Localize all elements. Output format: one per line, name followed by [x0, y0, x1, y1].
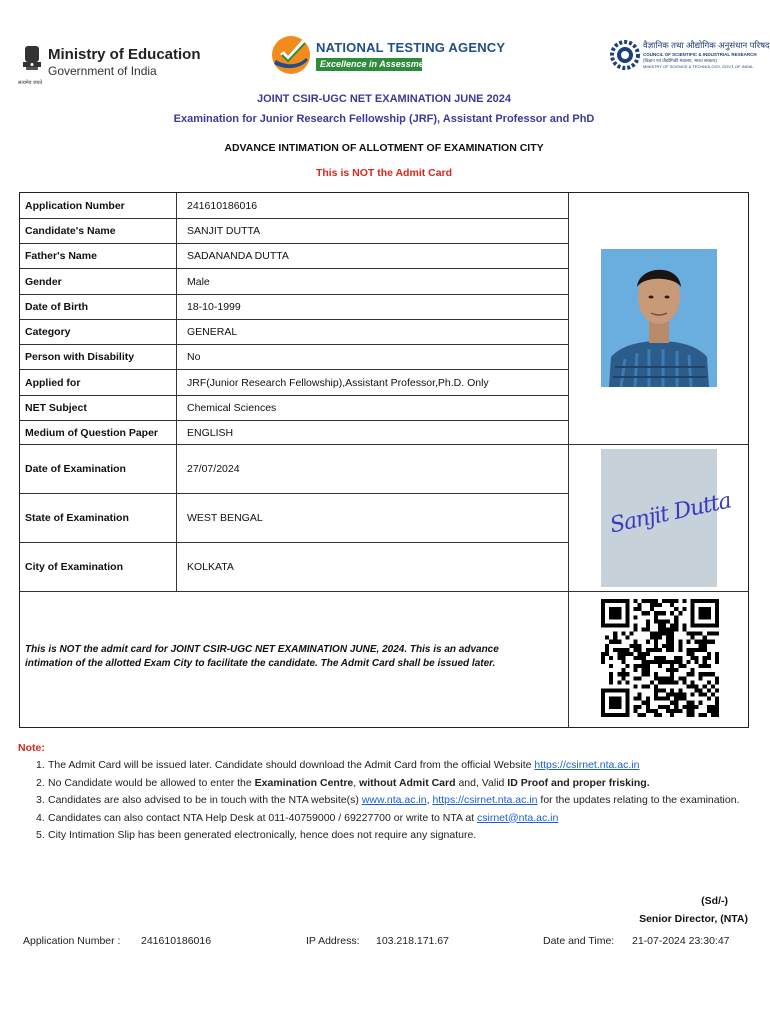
csirnet-link[interactable]: https://csirnet.nta.ac.in	[534, 759, 640, 771]
exam-subtitle: Examination for Junior Research Fellowship (JRF), Assistant Professor and PhD	[173, 113, 595, 125]
csir-english-name: COUNCIL OF SCIENTIFIC & INDUSTRIAL RESEARCH	[643, 52, 757, 57]
table-row	[20, 219, 569, 244]
list-item: 2. No Candidate would be allowed to enter the Examination Centre, without Admit Card and, Valid ID Proof and proper frisking.	[36, 776, 650, 789]
list-item: 3. Candidates are also advised to be in touch with the NTA website(s) www.nta.ac.in, https://csirnet.nta.ac.in for the updates relating to the examination.	[36, 794, 740, 806]
csir-hindi-name: वैज्ञानिक तथा औद्योगिक अनुसंधान परिषद	[643, 40, 770, 50]
ministry-title: Ministry of Education	[48, 46, 201, 63]
qr-finder-pattern	[601, 689, 629, 717]
row-value: KOLKATA	[187, 561, 234, 573]
table-row	[20, 193, 569, 219]
row-value: Male	[187, 275, 210, 288]
table-row	[20, 421, 569, 445]
row-label: Gender	[20, 269, 177, 294]
exam-title: JOINT CSIR-UGC NET EXAMINATION JUNE 2024	[256, 93, 512, 105]
row-value: SADANANDA DUTTA	[187, 250, 289, 262]
ministry-subtitle: Government of India	[48, 64, 157, 78]
footer-ip-label: IP Address:	[306, 935, 360, 947]
row-label: Category	[20, 320, 177, 344]
row-label: Medium of Question Paper	[20, 421, 177, 444]
row-label: City of Examination	[20, 543, 177, 591]
row-label: Date of Examination	[20, 445, 177, 493]
nta-website-link[interactable]: www.nta.ac.in	[361, 794, 427, 806]
row-value: Chemical Sciences	[187, 402, 277, 414]
note-text: and, Valid	[455, 776, 508, 789]
row-value: JRF(Junior Research Fellowship),Assistant Professor,Ph.D. Only	[187, 376, 489, 389]
emblem-caption: सत्यमेव जयते	[18, 80, 43, 86]
row-value: No	[187, 351, 201, 363]
email-link[interactable]: csirnet@nta.ac.in	[477, 811, 559, 824]
nta-tagline: Excellence in Assessment	[316, 58, 422, 71]
table-row	[20, 396, 569, 421]
row-label: Applied for	[20, 370, 177, 395]
list-item: 4. Candidates can also contact NTA Help Desk at 011-40759000 / 69227700 or write to NTA at csirnet@nta.ac.in	[36, 811, 559, 824]
note-text: No Candidate would be allowed to enter the	[48, 776, 255, 789]
note-text: Candidates can also contact NTA Help Desk at 011-40759000 / 69227700 or write to NTA at	[48, 811, 478, 824]
note-text: The Admit Card will be issued later. Candidate should download the Admit Card from the official Website	[48, 759, 535, 771]
nta-logo	[268, 32, 508, 82]
note-text: ,	[353, 776, 360, 789]
footer-datetime-label: Date and Time:	[543, 935, 615, 947]
row-label: Person with Disability	[20, 345, 177, 369]
advance-intimation-notice: This is NOT the admit card for JOINT CSIR-UGC NET EXAMINATION JUNE, 2024. This is an advance intimation of the allotted Exam City to facilitate the candidate. The Admit Card shall be issued later.	[25, 644, 499, 669]
table-row	[20, 543, 569, 592]
table-row	[20, 244, 569, 269]
qr-code	[601, 599, 719, 717]
qr-finder-pattern	[691, 599, 719, 627]
sd-mark: (Sd/-)	[701, 895, 728, 907]
candidate-signature	[601, 449, 733, 587]
csir-ministry-hindi: (विज्ञान एवं प्रौद्योगिकी मंत्रालय, भारत सरकार)	[643, 58, 717, 63]
notes-list	[36, 757, 751, 845]
table-row	[20, 494, 569, 543]
list-item: 5. City Intimation Slip has been generated electronically, hence does not require any signature.	[36, 829, 477, 841]
row-label: State of Examination	[20, 494, 177, 542]
nta-title: NATIONAL TESTING AGENCY	[316, 40, 506, 55]
table-row	[20, 345, 569, 370]
row-divider	[20, 591, 748, 592]
note-heading: Note:	[18, 742, 45, 754]
csirnet-link[interactable]: https://csirnet.nta.ac.in	[432, 794, 538, 806]
footer-ip-value: 103.218.171.67	[376, 935, 449, 947]
note-text: ,	[426, 794, 433, 806]
row-label: Application Number	[20, 193, 177, 218]
table-row	[20, 370, 569, 396]
note-bold: ID Proof and proper frisking.	[507, 776, 650, 789]
column-divider	[568, 193, 569, 728]
note-text: for the updates relating to the examination.	[537, 794, 740, 806]
intimation-heading: ADVANCE INTIMATION OF ALLOTMENT OF EXAMINATION CITY	[224, 142, 544, 154]
list-item: 1. The Admit Card will be issued later. Candidate should download the Admit Card from the official Website https://csirnet.nta.ac.in	[36, 759, 640, 771]
row-divider	[20, 444, 748, 445]
note-text: Candidates are also advised to be in touch with the NTA website(s)	[48, 794, 362, 806]
row-label: NET Subject	[20, 396, 177, 420]
candidate-photo	[601, 249, 717, 387]
note-bold: without Admit Card	[359, 776, 456, 789]
row-value: WEST BENGAL	[187, 512, 263, 524]
footer-app-value: 241610186016	[141, 935, 212, 947]
row-label: Father's Name	[20, 244, 177, 268]
row-value: SANJIT DUTTA	[187, 225, 261, 237]
row-value: ENGLISH	[187, 426, 234, 439]
row-value: GENERAL	[187, 326, 238, 338]
row-value: 241610186016	[187, 199, 258, 212]
row-value: 27/07/2024	[187, 463, 240, 475]
footer-app-label: Application Number :	[23, 935, 121, 947]
csir-logo	[610, 40, 770, 74]
row-label: Candidate's Name	[20, 219, 177, 243]
nta-emblem-icon	[270, 34, 312, 76]
national-emblem-icon	[20, 42, 44, 80]
footer-datetime-value: 21-07-2024 23:30:47	[632, 935, 730, 947]
table-row	[20, 320, 569, 345]
table-row	[20, 269, 569, 295]
csir-gear-icon	[610, 40, 640, 70]
qr-finder-pattern	[601, 599, 629, 627]
signature-text: Sanjit Dutta	[607, 488, 733, 539]
table-row	[20, 295, 569, 320]
row-label: Date of Birth	[20, 295, 177, 319]
candidate-details-table	[19, 192, 749, 728]
row-value: 18-10-1999	[187, 301, 241, 313]
note-bold: Examination Centre	[254, 776, 354, 789]
csir-ministry-english: MINISTRY OF SCIENCE & TECHNOLOGY, GOVT. OF INDIA	[643, 64, 753, 69]
note-text: City Intimation Slip has been generated electronically, hence does not require any signature.	[48, 829, 477, 841]
not-admit-card-warning: This is NOT the Admit Card	[315, 167, 453, 179]
ministry-of-education-logo	[18, 40, 208, 84]
table-row	[20, 445, 569, 494]
senior-director-designation: Senior Director, (NTA)	[639, 913, 748, 925]
